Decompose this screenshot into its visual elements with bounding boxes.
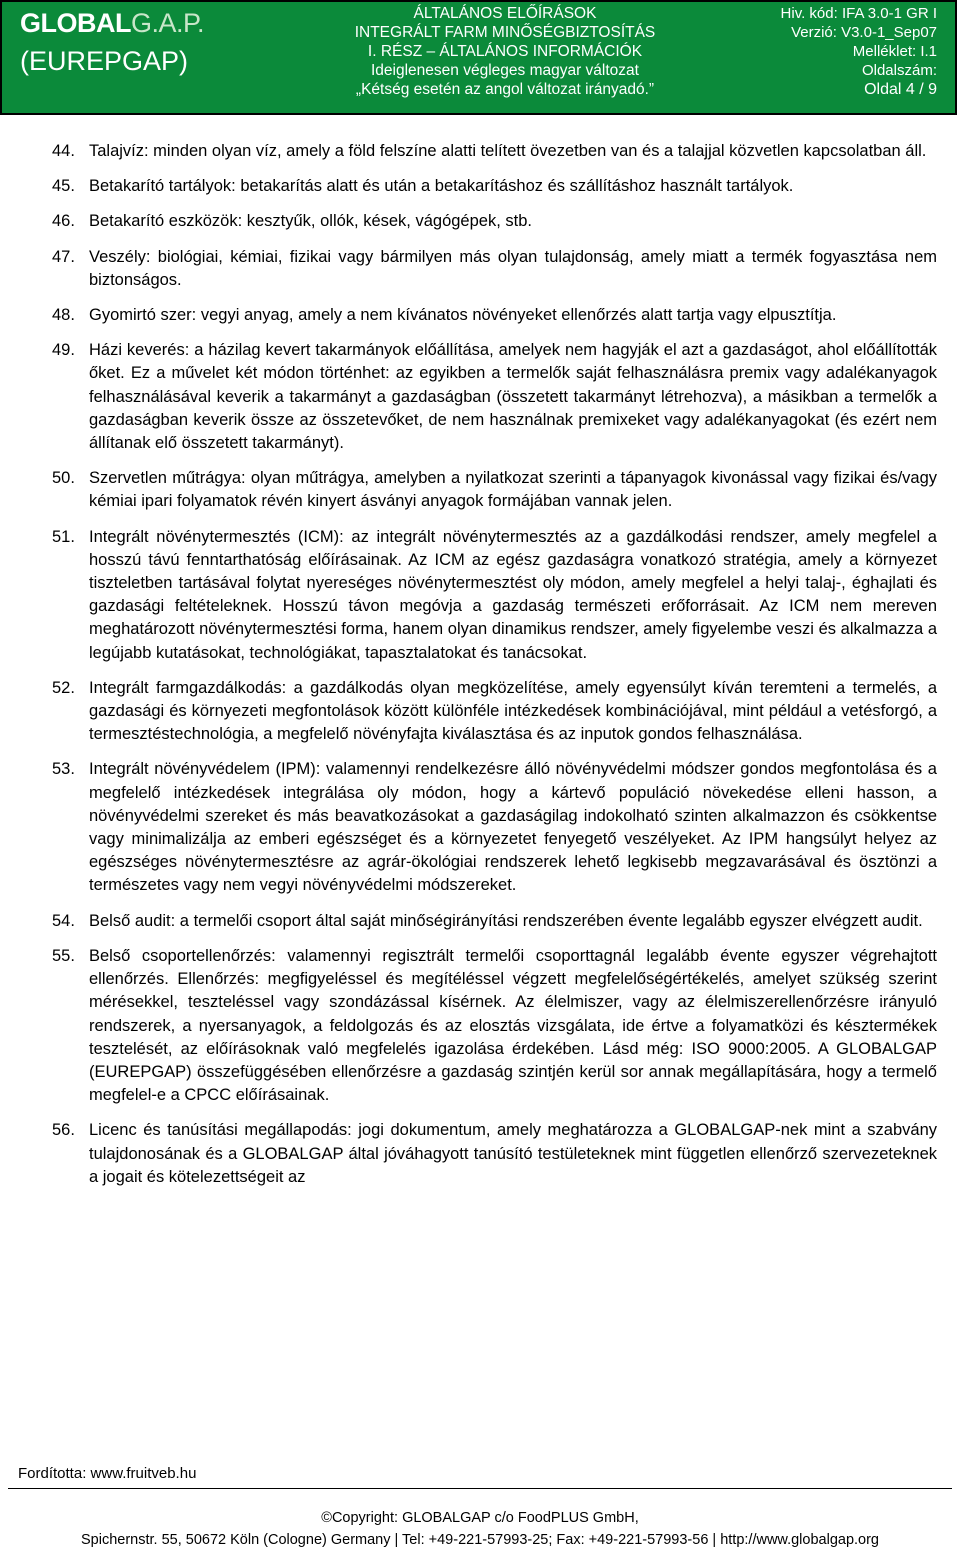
definition-item <box>52 1119 937 1189</box>
definition-item <box>52 758 937 897</box>
header-logo-block <box>2 2 237 113</box>
item-number: 46. <box>52 212 75 231</box>
header-page-label: Oldalszám: <box>861 62 937 79</box>
item-number: 52. <box>52 678 75 697</box>
item-number: 48. <box>52 306 75 325</box>
header-title-line-1: ÁLTALÁNOS ELŐÍRÁSOK <box>413 5 597 22</box>
definition-item <box>52 467 937 513</box>
header-annex: Melléklet: I.1 <box>852 43 937 60</box>
definition-item <box>52 175 937 198</box>
item-text: Gyomirtó szer: vegyi anyag, amely a nem kívánatos növényeket ellenőrzés alatt tartja vagy elpusztítja. <box>89 306 837 325</box>
logo-subtitle: (EUREPGAP) <box>20 46 189 76</box>
definition-item <box>52 945 937 1107</box>
item-number: 54. <box>52 911 75 930</box>
item-text: Integrált farmgazdálkodás: a gazdálkodás olyan megközelítése, amely egyensúlyt kíván teremteni a termelés, a gazdasági és környezeti megfontolások között különféle intézkedések kombinációjával, mint például a vetésforgó, a termesztéstechnológia, a megfelelő növényfajta kiválasztása és az inputok gondos felhasználása. <box>89 678 937 744</box>
item-number: 56. <box>52 1121 75 1140</box>
item-number: 49. <box>52 341 75 360</box>
definition-item <box>52 526 937 665</box>
item-number: 55. <box>52 946 75 965</box>
item-text: Betakarító eszközök: kesztyűk, ollók, kések, vágógépek, stb. <box>89 212 532 231</box>
document-header <box>0 0 957 115</box>
definition-item <box>52 910 937 933</box>
logo-part2: G.A.P. <box>131 8 205 38</box>
item-text: Betakarító tartályok: betakarítás alatt és után a betakarításhoz és szállításhoz használt tartályok. <box>89 177 794 196</box>
item-text: Integrált növényvédelem (IPM): valamennyi rendelkezésre álló növényvédelmi módszer gondos megfontolása és a megfelelő intézkedések integrálása oly módon, hogy a kártevő populáció növekedése elleni hasson, a növényvédelmi szereket és más beavatkozásokat a gazdaságilag indokolható szinten alkalmazzon és csökkentse vagy minimalizálja az emberi egészséget és a környezetet fenyegető veszélyeket. Az IPM hangsúlyt helyez az egészséges növénytermesztésre az agrár-ökológiai rendszerek lehető legkisebb megzavarásával és ösztönzi a természetes vagy nem vegyi növényvédelmi módszereket. <box>89 760 937 895</box>
item-number: 51. <box>52 527 75 546</box>
footer-divider <box>8 1488 952 1489</box>
item-text: Házi keverés: a házilag kevert takarmányok előállítása, amelyek nem hagyják el azt a gazdaságot, ahol előállították őket. Ez a művelet két módon történhet: az egyikben a termelők saját felhasználásra premix vagy adalékanyagok felhasználásával keverik a takarmányt a gazdaságban (összetett takarmányt létrehozva), a másikban a termelők a gazdaságban keverik össze az összetevőket, de nem használnak premixeket vagy adalékanyagokat (és ezért nem állítanak elő összetett takarmányt). <box>89 341 937 453</box>
header-title-line-2: INTEGRÁLT FARM MINŐSÉGBIZTOSÍTÁS <box>354 24 656 41</box>
header-reference-code: Hiv. kód: IFA 3.0-1 GR I <box>780 5 937 22</box>
item-text: Szervetlen műtrágya: olyan műtrágya, amelyben a nyilatkozat szerinti a tápanyagok kivonással vagy fizikai és/vagy kémiai ipari folyamatok révén kinyert ásványi anyagok formájában vannak jelen. <box>89 469 937 511</box>
logo <box>20 8 204 39</box>
header-title-block <box>237 2 773 113</box>
item-text: Talajvíz: minden olyan víz, amely a föld felszíne alatti telített övezetben van és a talajjal közvetlen kapcsolatban áll. <box>89 142 927 160</box>
item-text: Licenc és tanúsítási megállapodás: jogi dokumentum, amely meghatározza a GLOBALGAP-nek mint a szabvány tulajdonosának és a GLOBALGAP által jóváhagyott tanúsító testületeknek mint független ellenőrző szervezeteknek a jogait és kötelezettségeit az <box>89 1121 937 1186</box>
header-version: Verzió: V3.0-1_Sep07 <box>791 24 937 41</box>
footer-copyright: ©Copyright: GLOBALGAP c/o FoodPLUS GmbH, <box>321 1510 639 1526</box>
header-page-number: Oldal 4 / 9 <box>864 81 937 98</box>
item-number: 53. <box>52 760 75 779</box>
footer-address: Spichernstr. 55, 50672 Köln (Cologne) Germany | Tel: +49-221-57993-25; Fax: +49-221-57993-56 | http://www.globalgap.org <box>80 1532 879 1548</box>
definition-item <box>52 210 937 233</box>
header-title-line-5: „Kétség esetén az angol változat irányadó.” <box>355 81 655 98</box>
item-number: 50. <box>52 469 75 488</box>
item-number: 47. <box>52 247 75 266</box>
definition-item <box>52 339 937 455</box>
item-text: Belső csoportellenőrzés: valamennyi regisztrált termelői csoporttagnál legalább évente egyszer végrehajtott ellenőrzés. Ellenőrzés: megfigyeléssel és megítéléssel végzett megfelelőségértékelés, amelyet szükség szerint mérésekkel, teszteléssel vagy szondázással kísérnek. Az élelmiszer, vagy az élelmiszerellenőrzésre irányuló rendszerek, a nyersanyagok, a feldolgozás és az elosztás vizsgálata, ide értve a folyamatközi és késztermékek tesztelését, az előírásoknak való megfelelés igazolása érdekében. Lásd még: ISO 9000:2005. A GLOBALGAP (EUREPGAP) összefüggésében ellenőrzésre a gazdaság szintjén kerül sor annak megállapítására, hogy a termelő megfelel-e a CPCC előírásainak. <box>89 946 937 1105</box>
translator-credit: Fordította: www.fruitveb.hu <box>18 1465 197 1482</box>
definition-item <box>52 246 937 292</box>
item-text: Veszély: biológiai, kémiai, fizikai vagy bármilyen más olyan tulajdonság, amely miatt a termék fogyasztása nem biztonságos. <box>89 247 937 289</box>
item-text: Integrált növénytermesztés (ICM): az integrált növénytermesztés az a gazdálkodási rendszer, amely megfelel a hosszú távú fenntarthatóság előírásainak. Az ICM az egész gazdaságra vonatkozó stratégia, amely a környezet tiszteletben tartásával folytat nyereséges növénytermesztést oly módon, amely megfelel a helyi talaj-, éghajlati és gazdasági feltételeknek. Hosszú távon megóvja a gazdaság természeti erőforrásait. Az ICM nem mereven meghatározott növénytermesztési forma, hanem olyan dinamikus rendszer, amely figyelembe veszi és alkalmazza a legújabb kutatásokat, technológiákat, tapasztalatokat és tanácsokat. <box>89 527 937 662</box>
item-number: 44. <box>52 142 75 160</box>
header-title-line-4: Ideiglenesen végleges magyar változat <box>371 62 639 79</box>
item-text: Belső audit: a termelői csoport által saját minőségirányítási rendszerében évente legalább egyszer elvégzett audit. <box>89 911 923 930</box>
header-title-line-3: I. RÉSZ – ÁLTALÁNOS INFORMÁCIÓK <box>367 43 643 60</box>
item-number: 45. <box>52 177 75 196</box>
definition-item <box>52 304 937 327</box>
definition-item <box>52 677 937 747</box>
logo-part1: GLOBAL <box>20 8 131 38</box>
header-meta-block <box>773 2 955 113</box>
definitions-list <box>52 140 937 1201</box>
definition-item <box>52 140 937 163</box>
